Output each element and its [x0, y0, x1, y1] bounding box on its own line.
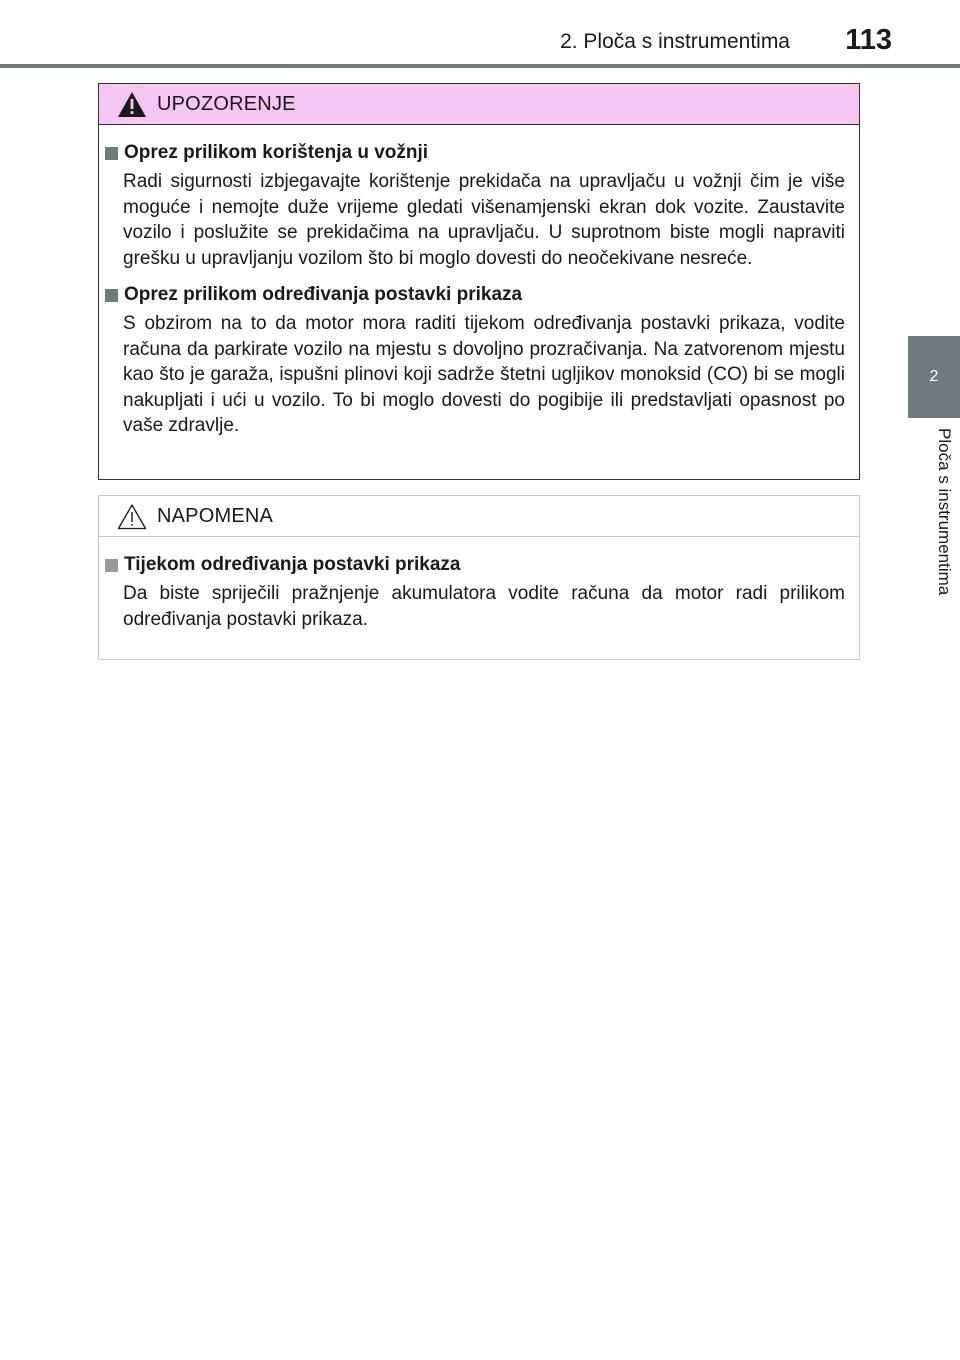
notice-title: NAPOMENA: [157, 504, 274, 527]
warning-item-text: Radi sigurnosti izbjegavajte korištenje prekidača na upravljaču u vožnji čim je više moguće i nemojte duže vrijeme gledati višenamjenski ekran dok vozite. Zaustavite vozilo i poslužite se prekidačima na upravljaču. U suprotnom biste mogli napraviti grešku u upravljanju vozilom što bi moglo dovesti do neočekivane nesreće.: [123, 171, 845, 269]
notice-box: [98, 495, 860, 660]
warning-item-heading: [105, 283, 845, 307]
notice-item-text: Da biste spriječili pražnjenje akumulatora vodite računa da motor radi prilikom određivanja postavki prikaza.: [123, 583, 845, 630]
header-rule: [0, 64, 960, 68]
square-bullet-icon: [105, 147, 118, 160]
warning-item: [105, 283, 845, 439]
notice-item-heading: [105, 553, 845, 577]
warning-item-heading-text: Oprez prilikom korištenja u vožnji: [124, 142, 429, 163]
page-number: 113: [845, 24, 892, 56]
notice-box-header: [99, 496, 859, 537]
warning-item: [105, 141, 845, 271]
notice-item: [105, 553, 845, 632]
square-bullet-icon: [105, 289, 118, 302]
warning-box: [98, 83, 860, 480]
square-bullet-icon: [105, 559, 118, 572]
warning-box-header: [99, 84, 859, 125]
warning-box-body: [99, 125, 859, 439]
notice-item-heading-text: Tijekom određivanja postavki prikaza: [124, 554, 461, 575]
chapter-tab-label: Ploča s instrumentima: [935, 428, 954, 596]
header-section-title: 2. Ploča s instrumentima: [560, 30, 790, 53]
warning-item-heading-text: Oprez prilikom određivanja postavki prikaza: [124, 284, 523, 305]
notice-triangle-icon: [117, 503, 147, 530]
notice-box-body: [99, 537, 859, 632]
chapter-tab-number: 2: [929, 368, 939, 385]
warning-item-heading: [105, 141, 845, 165]
warning-title: UPOZORENJE: [157, 92, 296, 115]
chapter-tab[interactable]: [908, 336, 960, 418]
warning-triangle-icon: [117, 91, 147, 118]
warning-item-text: S obzirom na to da motor mora raditi tijekom određivanja postavki prikaza, vodite računa da parkirate vozilo na mjestu s dovoljno prozračivanja. Na zatvorenom mjestu kao što je garaža, ispušni plinovi koji sadrže štetni ugljikov monoksid (CO) bi se mogli nakupljati i ući u vozilo. To bi moglo dovesti do pogibije ili predstavljati opasnost po vaše zdravlje.: [123, 313, 845, 436]
